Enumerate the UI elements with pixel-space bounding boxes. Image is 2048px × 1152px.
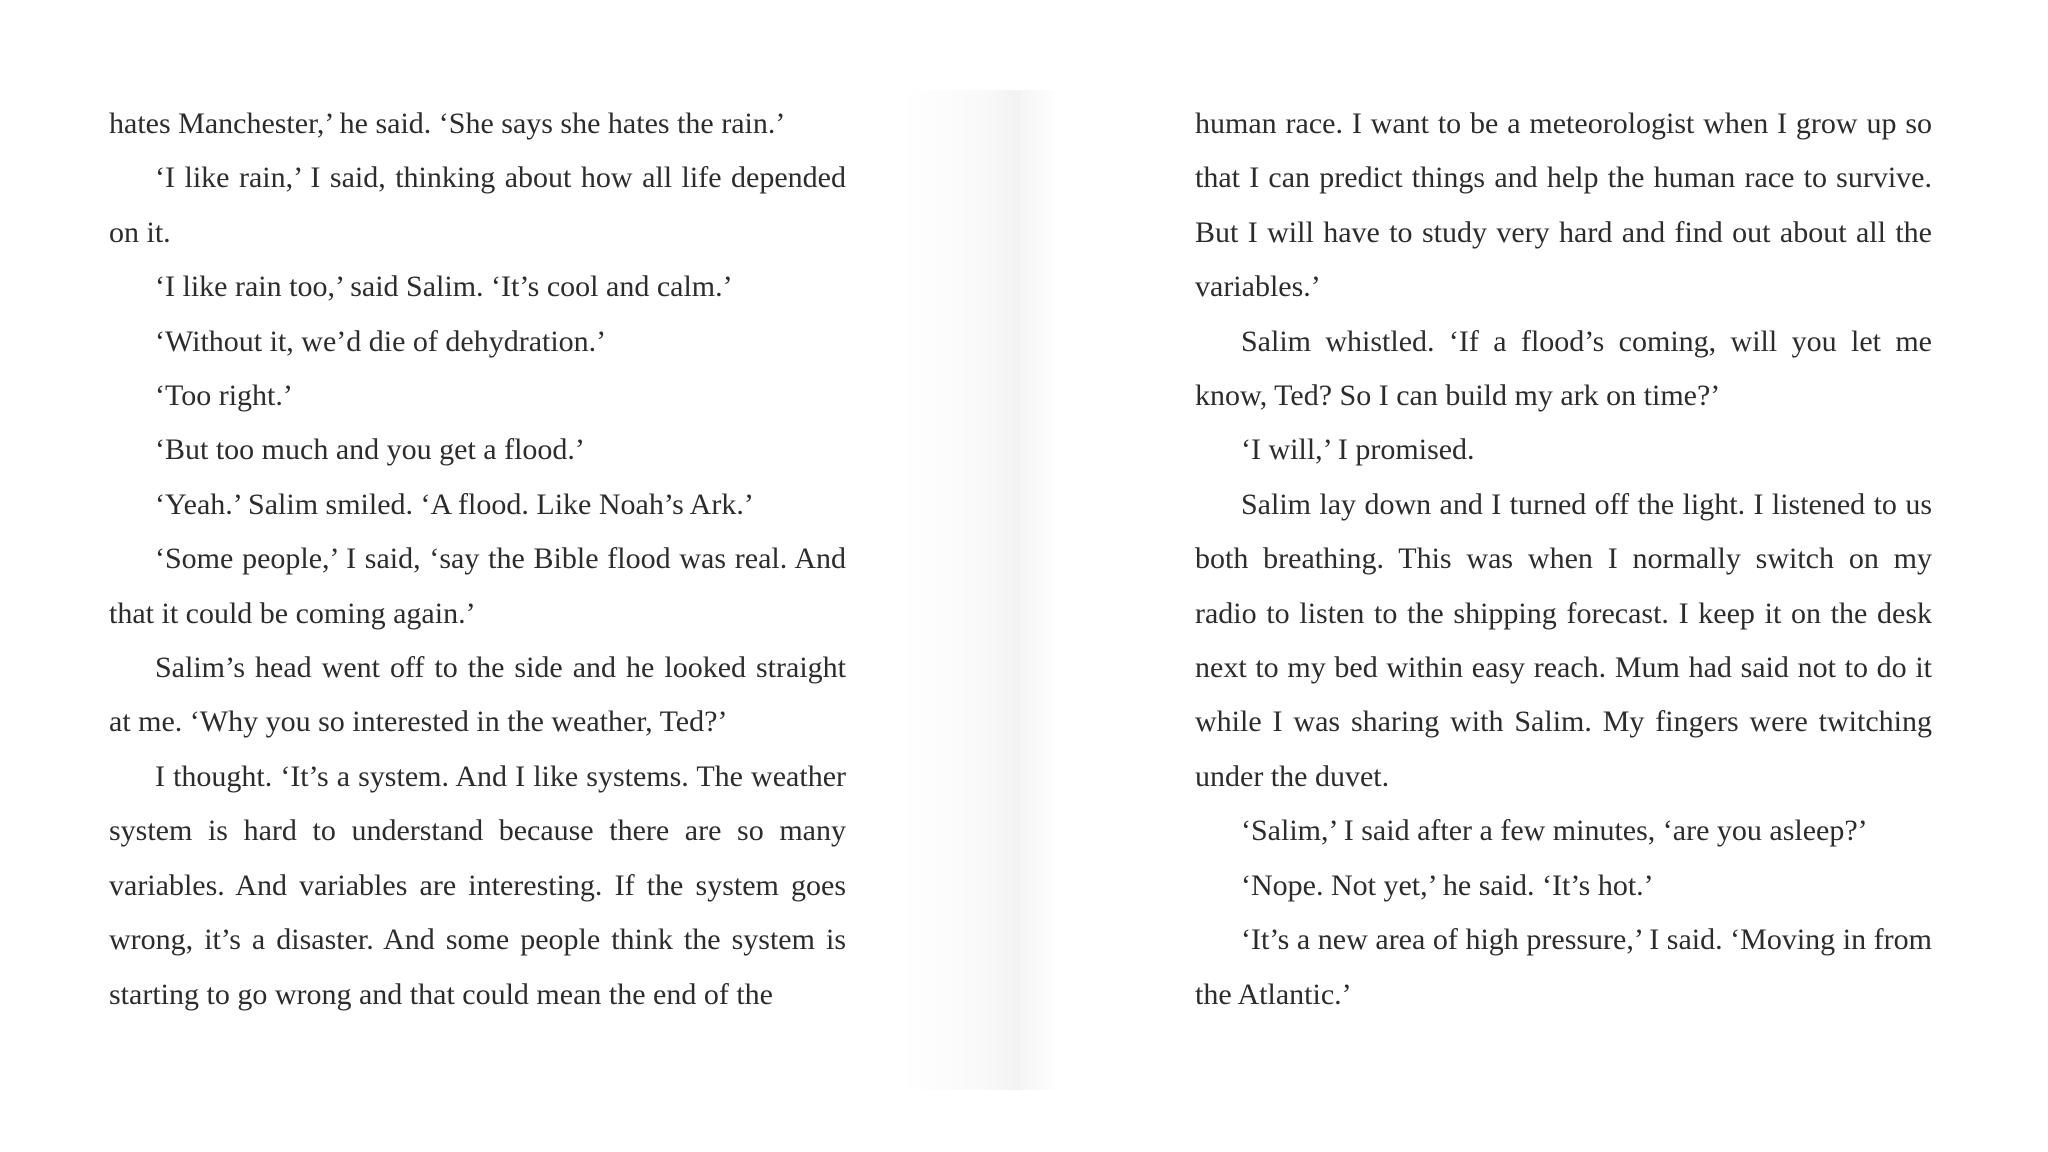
paragraph: ‘But too much and you get a flood.’ [155, 433, 585, 467]
paragraph: Salim’s head went off to the side and he looked straight at me. ‘Why you so interested in the weather, Ted?’ [109, 651, 846, 739]
paragraph: ‘Nope. Not yet,’ he said. ‘It’s hot.’ [1241, 868, 1654, 902]
paragraph: ‘Yeah.’ Salim smiled. ‘A flood. Like Noah’s Ark.’ [155, 487, 754, 521]
right-page-text [1195, 97, 1932, 1022]
paragraph: ‘Some people,’ I said, ‘say the Bible flood was real. And that it could be coming again.’ [109, 542, 846, 630]
paragraph: ‘It’s a new area of high pressure,’ I said. ‘Moving in from the Atlantic.’ [1195, 923, 1932, 1011]
paragraph: hates Manchester,’ he said. ‘She says she hates the rain.’ [109, 107, 786, 140]
paragraph: ‘Salim,’ I said after a few minutes, ‘are you asleep?’ [1241, 814, 1868, 848]
paragraph: Salim lay down and I turned off the light. I listened to us both breathing. This was when I normally switch on my radio to listen to the shipping forecast. I keep it on the desk next to my bed within easy reach. Mum had said not to do it while I was sharing with Salim. My fingers were twitching under the duvet. [1195, 487, 1932, 793]
paragraph: ‘Without it, we’d die of dehydration.’ [155, 324, 607, 358]
paragraph: human race. I want to be a meteorologist when I grow up so that I can predict things and help the human race to survive. But I will have to study very hard and find out about all the variables.’ [1195, 107, 1932, 304]
paragraph: ‘I like rain too,’ said Salim. ‘It’s cool and calm.’ [155, 270, 733, 304]
paragraph: ‘I will,’ I promised. [1241, 433, 1475, 467]
paragraph: ‘I like rain,’ I said, thinking about how all life depended on it. [109, 161, 846, 249]
left-page-text [109, 97, 846, 1022]
paragraph: Salim whistled. ‘If a flood’s coming, will you let me know, Ted? So I can build my ark on time?’ [1195, 324, 1932, 413]
paragraph: ‘Too right.’ [155, 379, 293, 413]
paragraph: I thought. ‘It’s a system. And I like systems. The weather system is hard to understand because there are so many variables. And variables are interesting. If the system goes wrong, it’s a disaster. And some people think the system is starting to go wrong and that could mean the end of the [109, 759, 846, 1011]
right-page[interactable] [1024, 0, 2048, 1152]
